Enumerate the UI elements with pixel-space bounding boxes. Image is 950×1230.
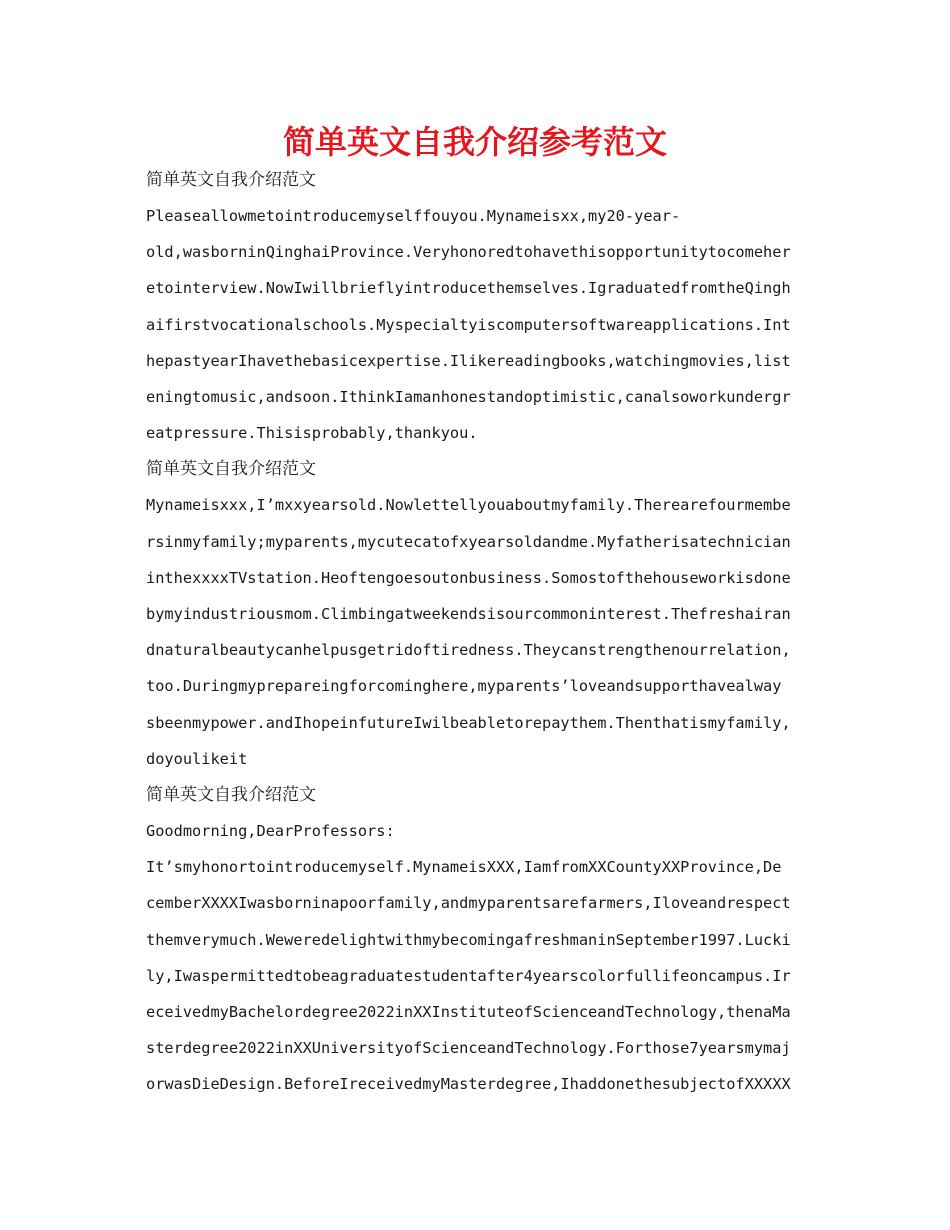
- text-line: hepastyearIhavethebasicexpertise.Ilikereadingbooks,watchingmovies,list: [146, 351, 791, 370]
- section-heading: 简单英文自我介绍范文: [146, 785, 316, 806]
- section-1: [146, 162, 801, 451]
- text-line: cemberXXXXIwasborninapoorfamily,andmyparentsarefarmers,Iloveandrespect: [146, 894, 791, 913]
- text-line: eningtomusic,andsoon.IthinkIamanhonestandoptimistic,canalsoworkundergr: [146, 388, 791, 407]
- text-line: eatpressure.Thisisprobably,thankyou.: [146, 424, 478, 443]
- section-3: [146, 777, 801, 1103]
- text-line: orwasDieDesign.BeforeIreceivedmyMasterdegree,IhaddonethesubjectofXXXXX: [146, 1075, 791, 1094]
- section-2: [146, 451, 801, 777]
- text-line: Goodmorning,DearProfessors:: [146, 822, 395, 841]
- text-line: ly,Iwaspermittedtobeagraduatestudentafter4yearscolorfullifeoncampus.Ir: [146, 966, 791, 985]
- text-line: sbeenmypower.andIhopeinfutureIwilbeabletorepaythem.Thenthatismyfamily,: [146, 713, 791, 732]
- text-line: Mynameisxxx,I’mxxyearsold.Nowlettellyouaboutmyfamily.Therearefourmembe: [146, 496, 791, 515]
- text-line: sterdegree2022inXXUniversityofScienceandTechnology.Forthose7yearsmymaj: [146, 1039, 791, 1058]
- document-body: [146, 162, 801, 1103]
- text-line: inthexxxxTVstation.Heoftengoesoutonbusiness.Somostofthehouseworkisdone: [146, 568, 791, 587]
- text-line: It’smyhonortointroducemyself.MynameisXXX,IamfromXXCountyXXProvince,De: [146, 858, 782, 877]
- text-line: too.Duringmyprepareingforcominghere,myparents’loveandsupporthavealway: [146, 677, 782, 696]
- text-line: doyoulikeit: [146, 749, 248, 768]
- text-line: rsinmyfamily;myparents,mycutecatofxyearsoldandme.Myfatherisatechnician: [146, 532, 791, 551]
- text-line: themverymuch.WeweredelightwithmybecomingafreshmaninSeptember1997.Lucki: [146, 930, 791, 949]
- text-line: aifirstvocationalschools.Myspecialtyiscomputersoftwareapplications.Int: [146, 315, 791, 334]
- text-line: old,wasborninQinghaiProvince.Veryhonoredtohavethisopportunitytocomeher: [146, 243, 791, 262]
- section-heading: 简单英文自我介绍范文: [146, 170, 316, 190]
- text-line: Pleaseallowmetointroducemyselffouyou.Mynameisxx,my20-year-: [146, 207, 681, 225]
- text-line: eceivedmyBachelordegree2022inXXInstituteofScienceandTechnology,thenaMa: [146, 1003, 791, 1022]
- page-title: 简单英文自我介绍参考范文: [282, 123, 667, 161]
- section-heading: 简单英文自我介绍范文: [146, 459, 316, 480]
- text-line: bymyindustriousmom.Climbingatweekendsisourcommoninterest.Thefreshairan: [146, 605, 791, 624]
- text-line: etointerview.NowIwillbrieflyintroducethemselves.IgraduatedfromtheQingh: [146, 279, 791, 298]
- text-line: dnaturalbeautycanhelpusgetridoftiredness.Theycanstrengthenourrelation,: [146, 641, 791, 660]
